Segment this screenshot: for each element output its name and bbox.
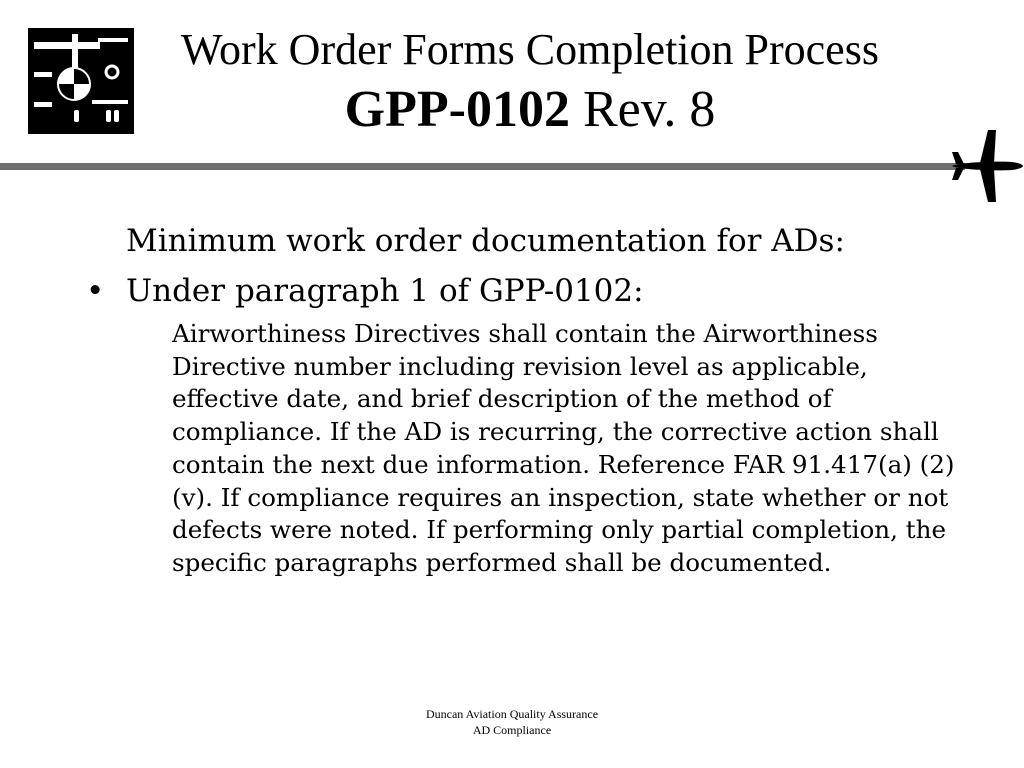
aviation-instrument-logo-icon	[28, 28, 134, 134]
document-code-line	[130, 82, 930, 138]
footer-topic: AD Compliance	[472, 723, 552, 737]
airplane-icon	[950, 128, 1024, 204]
bullet-item	[86, 271, 644, 311]
requirement-paragraph: Airworthiness Directives shall contain the Airworthiness Directive number including revision level as applicable, effective date, and brief description of the method of compliance. If the AD is recurring, the corrective action shall contain the next due information. Reference FAR 91.417(a) (2) (v). If compliance requires an inspection, state whether or not defects were noted. If performing only partial completion, the specific paragraphs performed shall be documented.	[172, 319, 955, 577]
footer-organization: Duncan Aviation Quality Assurance	[425, 707, 599, 721]
bullet-text: Under paragraph 1 of GPP-0102:	[126, 273, 644, 309]
header-divider	[0, 163, 965, 170]
document-revision: Rev. 8	[582, 81, 716, 138]
page-title: Work Order Forms Completion Process	[181, 25, 879, 74]
bullet-marker: •	[86, 273, 105, 309]
footer	[312, 706, 712, 738]
intro-text: Minimum work order documentation for ADs:	[126, 223, 845, 259]
document-code: GPP-0102	[344, 81, 570, 138]
